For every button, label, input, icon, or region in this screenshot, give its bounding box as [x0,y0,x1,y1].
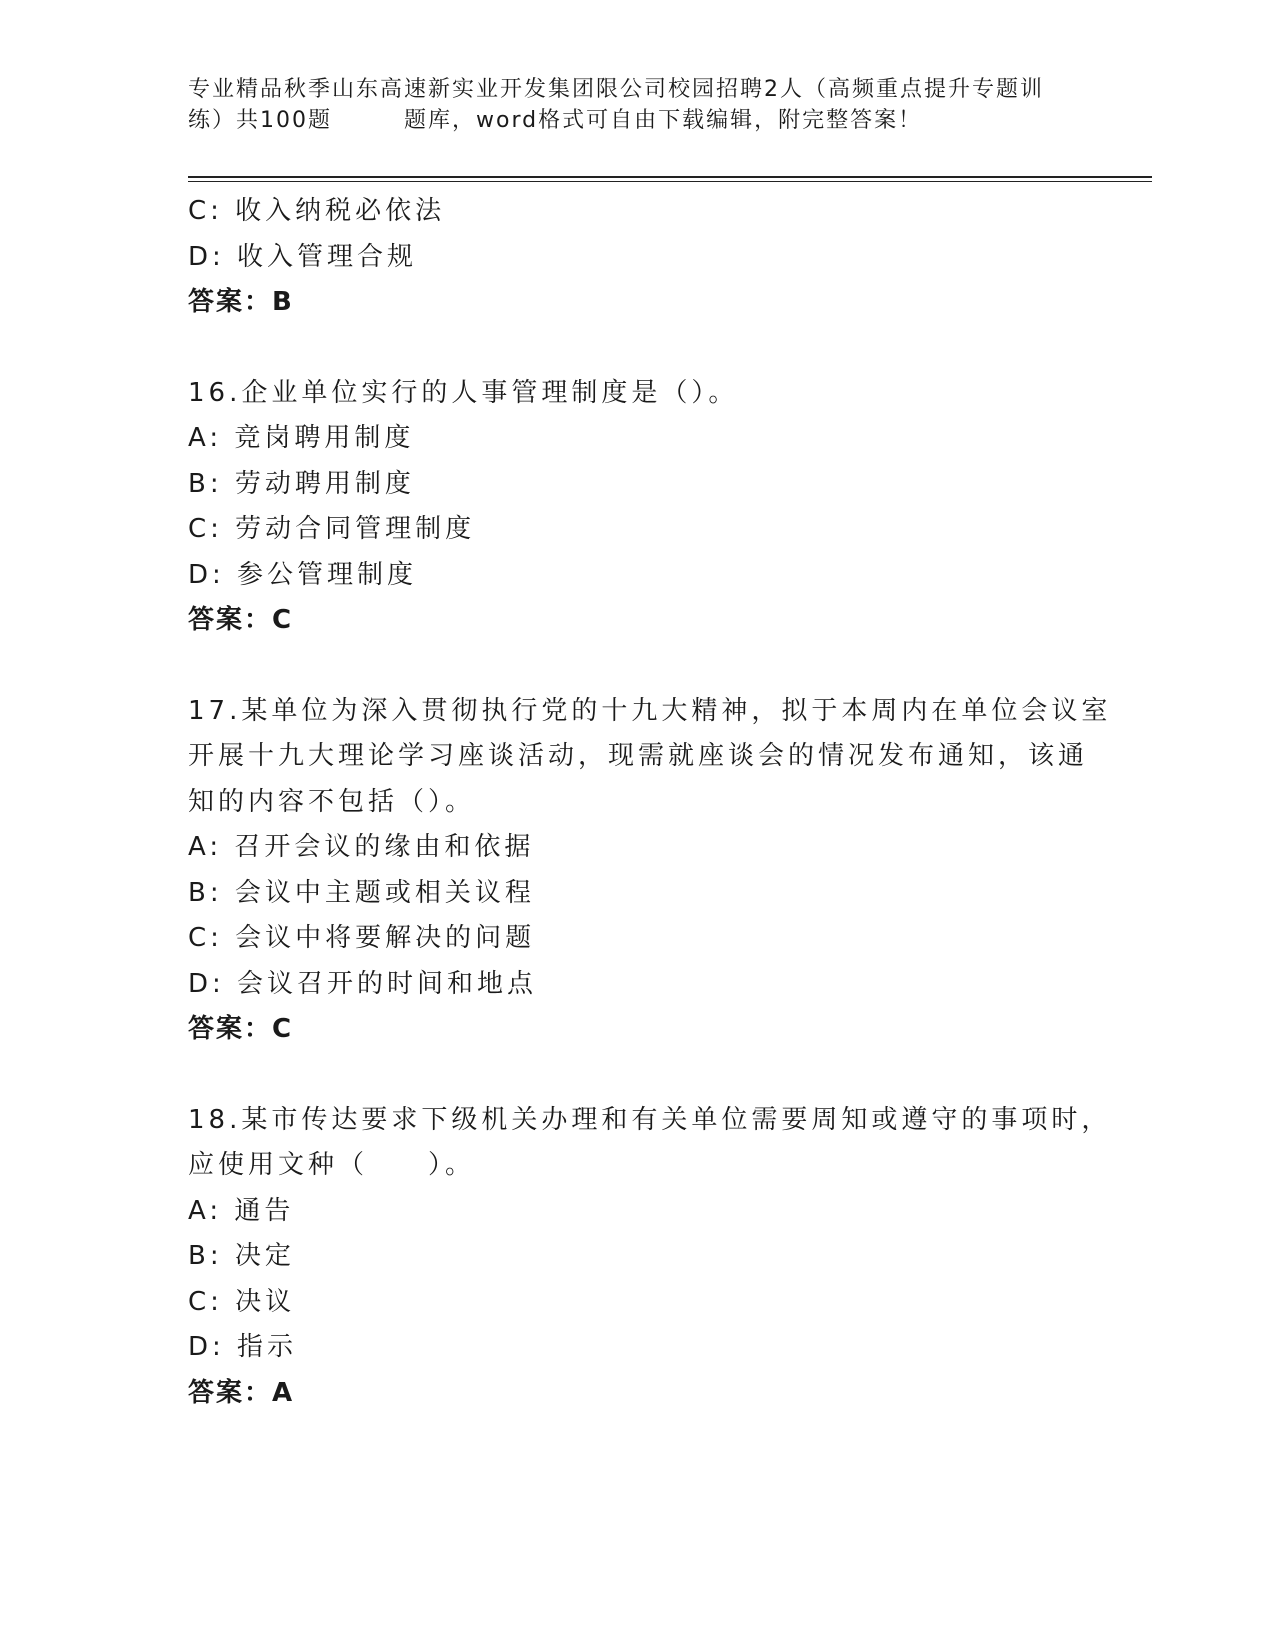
header-divider-thick [188,176,1152,178]
option-b: B: 会议中主题或相关议程 [188,877,535,908]
header-title-line-2: 练）共100题 题库，word格式可自由下载编辑，附完整答案！ [188,108,923,133]
answer-label: 答案：B [188,287,294,317]
question-stem: 18.某市传达要求下级机关办理和有关单位需要周知或遵守的事项时， [188,1104,1112,1135]
option-b: B: 劳动聘用制度 [188,468,415,499]
question-18 [188,1098,1112,1417]
option-a: A: 竞岗聘用制度 [188,423,415,453]
question-stem: 应使用文种（ ）。 [188,1150,476,1180]
question-stem: 开展十九大理论学习座谈活动，现需就座谈会的情况发布通知，该通 [188,741,1089,771]
option-d: D: 参公管理制度 [188,559,418,590]
option-a: A: 通告 [188,1195,295,1226]
option-b: B: 决定 [188,1241,295,1271]
option-c: C: 会议中将要解决的问题 [188,923,536,953]
header-divider-thin [188,181,1152,182]
question-stem: 17.某单位为深入贯彻执行党的十九大精神，拟于本周内在单位会议室 [188,695,1112,726]
question-stem: 16.企业单位实行的人事管理制度是（）。 [188,377,739,408]
question-16 [188,371,1088,644]
option-c: C: 决议 [188,1286,296,1317]
option-d: D: 会议召开的时间和地点 [188,968,538,999]
option-d: D: 指示 [188,1332,298,1362]
question-17 [188,689,1112,1053]
answer-label: 答案：A [188,1377,295,1408]
question-list [188,189,1112,1416]
answer-label: 答案：C [188,605,294,635]
document-header [188,74,1088,136]
option-c: C: 劳动合同管理制度 [188,514,476,544]
header-title-line-1: 专业精品秋季山东高速新实业开发集团限公司校园招聘2人（高频重点提升专题训 [188,77,1044,102]
option-c: C: 收入纳税必依法 [188,196,446,226]
option-d: D: 收入管理合规 [188,241,418,272]
option-a: A: 召开会议的缘由和依据 [188,832,535,862]
question-15-continued [188,189,1088,326]
question-stem: 知的内容不包括（）。 [188,786,476,817]
answer-label: 答案：C [188,1014,294,1044]
